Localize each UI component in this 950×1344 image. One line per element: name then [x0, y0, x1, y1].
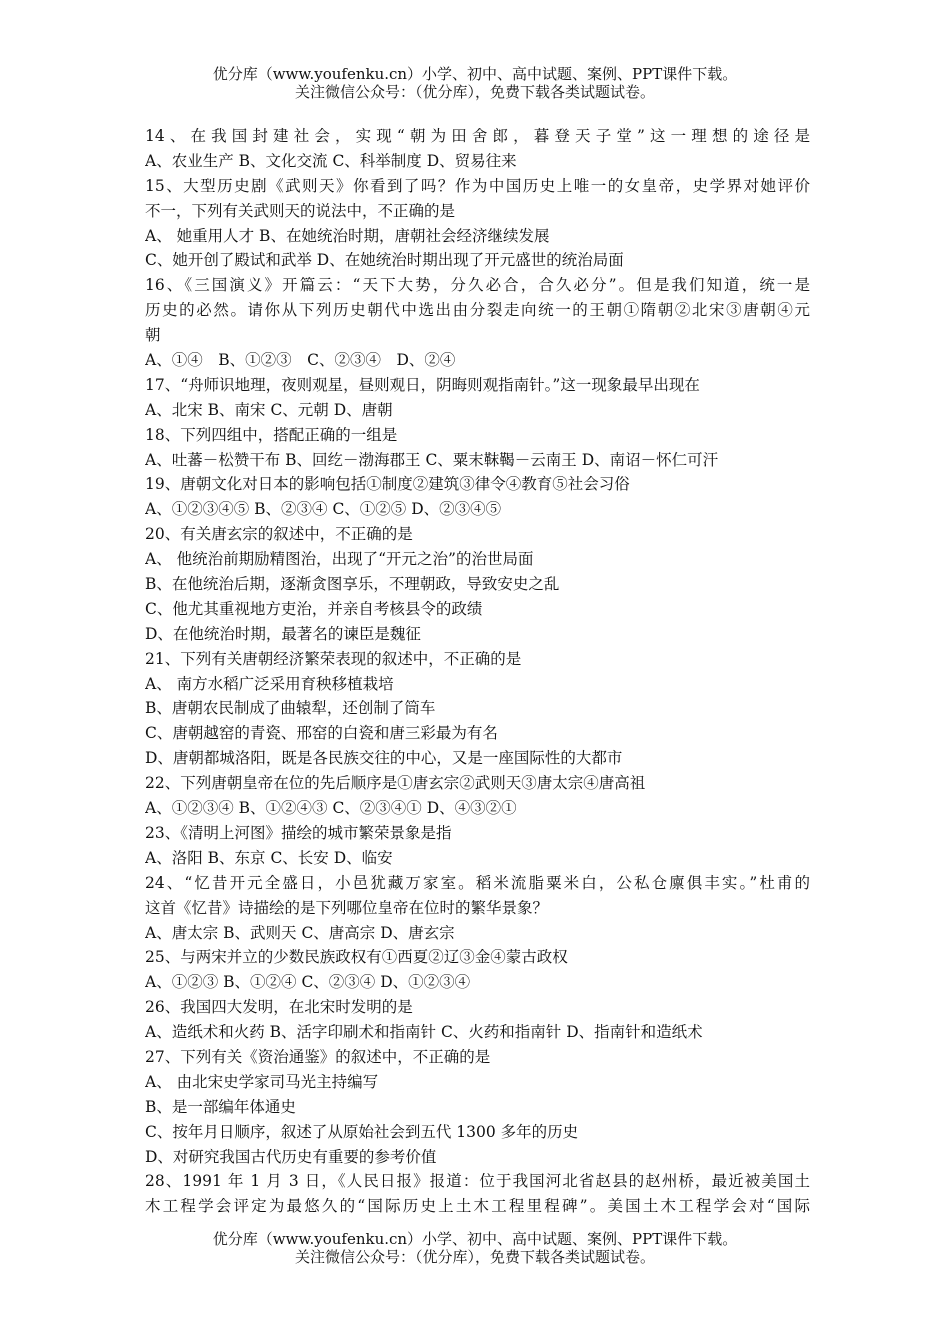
footer-line-2: 关注微信公众号：（优分库），免费下载各类试题试卷。: [294, 1248, 655, 1266]
text-line: A、 南方水稻广泛采用育秧移植栽培: [145, 674, 394, 693]
text-line: A、造纸术和火药 B、活字印刷术和指南针 C、火药和指南针 D、指南针和造纸术: [145, 1023, 703, 1042]
text-line: 26、我国四大发明，在北宋时发明的是: [145, 998, 413, 1017]
text-line: A、吐蕃－松赞干布 B、回纥－渤海郡王 C、粟末靺鞨－云南王 D、南诏－怀仁可汗: [145, 450, 719, 469]
text-line: 19、唐朝文化对日本的影响包括①制度②建筑③律令④教育⑤社会习俗: [145, 475, 630, 494]
text-line: D、在他统治时期，最著名的谏臣是魏征: [145, 624, 421, 643]
text-line: A、①④ B、①②③ C、②③④ D、②④: [145, 351, 456, 370]
text-line: A、 他统治前期励精图治，出现了“开元之治”的治世局面: [145, 550, 534, 569]
page-footer: [0, 1230, 950, 1266]
text-line: 20、有关唐玄宗的叙述中，不正确的是: [145, 525, 413, 544]
text-line: 27、下列有关《资治通鉴》的叙述中，不正确的是: [145, 1047, 491, 1066]
text-line: C、她开创了殿试和武举 D、在她统治时期出现了开元盛世的统治局面: [145, 251, 624, 270]
text-line: 15、大型历史剧《武则天》你看到了吗？作为中国历史上唯一的女皇帝，史学界对她评价: [145, 176, 810, 195]
text-line: 22、下列唐朝皇帝在位的先后顺序是①唐玄宗②武则天③唐太宗④唐高祖: [145, 774, 646, 793]
text-line: 24、“忆昔开元全盛日，小邑犹藏万家室。稻米流脂粟米白，公私仓廪俱丰实。”杜甫的: [145, 873, 810, 892]
text-line: A、北宋 B、南宋 C、元朝 D、唐朝: [145, 400, 393, 419]
text-line: D、对研究我国古代历史有重要的参考价值: [145, 1147, 437, 1166]
text-line: 23、《清明上河图》描绘的城市繁荣景象是指: [145, 823, 452, 842]
question-content: [145, 124, 810, 1219]
text-line: 木工程学会评定为最悠久的“国际历史上土木工程里程碑”。美国土木工程学会对“国际: [145, 1197, 810, 1216]
text-line: A、农业生产 B、文化交流 C、科举制度 D、贸易往来: [145, 151, 517, 170]
text-line: 不一，下列有关武则天的说法中，不正确的是: [145, 201, 456, 220]
text-line: 历史的必然。请你从下列历史朝代中选出由分裂走向统一的王朝①隋朝②北宋③唐朝④元: [145, 301, 810, 320]
text-line: B、唐朝农民制成了曲辕犁，还创制了筒车: [145, 699, 436, 718]
text-line: C、他尤其重视地方吏治，并亲自考核县令的政绩: [145, 599, 483, 618]
text-line: 16、《三国演义》开篇云：“天下大势，分久必合，合久必分”。但是我们知道，统一是: [145, 276, 810, 295]
text-line: B、在他统治后期，逐渐贪图享乐，不理朝政，导致安史之乱: [145, 575, 560, 594]
text-line: C、按年月日顺序，叙述了从原始社会到五代 1300 多年的历史: [145, 1122, 579, 1141]
footer-line-1: 优分库（www.youfenku.cn）小学、初中、高中试题、案例、PPT课件下载。: [212, 1230, 738, 1248]
text-line: A、 由北宋史学家司马光主持编写: [145, 1072, 379, 1091]
text-line: A、①②③④⑤ B、②③④ C、①②⑤ D、②③④⑤: [145, 500, 502, 519]
text-line: B、是一部编年体通史: [145, 1097, 296, 1116]
text-line: A、①②③ B、①②④ C、②③④ D、①②③④: [145, 973, 471, 992]
text-line: A、洛阳 B、东京 C、长安 D、临安: [145, 848, 393, 867]
header-line-2: 关注微信公众号：（优分库），免费下载各类试题试卷。: [294, 83, 655, 101]
header-line-1: 优分库（www.youfenku.cn）小学、初中、高中试题、案例、PPT课件下载。: [212, 65, 738, 83]
text-line: 17、“舟师识地理，夜则观星，昼则观日，阴晦则观指南针。”这一现象最早出现在: [145, 375, 700, 394]
text-line: 21、下列有关唐朝经济繁荣表现的叙述中，不正确的是: [145, 649, 522, 668]
text-line: 28、1991 年 1 月 3 日，《人民日报》报道：位于我国河北省赵县的赵州桥，最近被美国土: [145, 1172, 810, 1191]
text-line: A、 她重用人才 B、在她统治时期，唐朝社会经济继续发展: [145, 226, 550, 245]
text-line: 14、在我国封建社会，实现“朝为田舍郎，暮登天子堂”这一理想的途径是: [145, 127, 810, 145]
text-line: 25、与两宋并立的少数民族政权有①西夏②辽③金④蒙古政权: [145, 948, 568, 967]
text-line: 这首《忆昔》诗描绘的是下列哪位皇帝在位时的繁华景象？: [145, 898, 549, 917]
text-line: C、唐朝越窑的青瓷、邢窑的白瓷和唐三彩最为有名: [145, 724, 498, 743]
text-line: D、唐朝都城洛阳，既是各民族交往的中心，又是一座国际性的大都市: [145, 749, 623, 768]
text-line: 18、下列四组中，搭配正确的一组是: [145, 425, 398, 444]
text-line: 朝: [145, 326, 161, 345]
page-header: [0, 65, 950, 101]
text-line: A、①②③④ B、①②④③ C、②③④① D、④③②①: [145, 799, 517, 818]
text-line: A、唐太宗 B、武则天 C、唐高宗 D、唐玄宗: [145, 923, 455, 942]
